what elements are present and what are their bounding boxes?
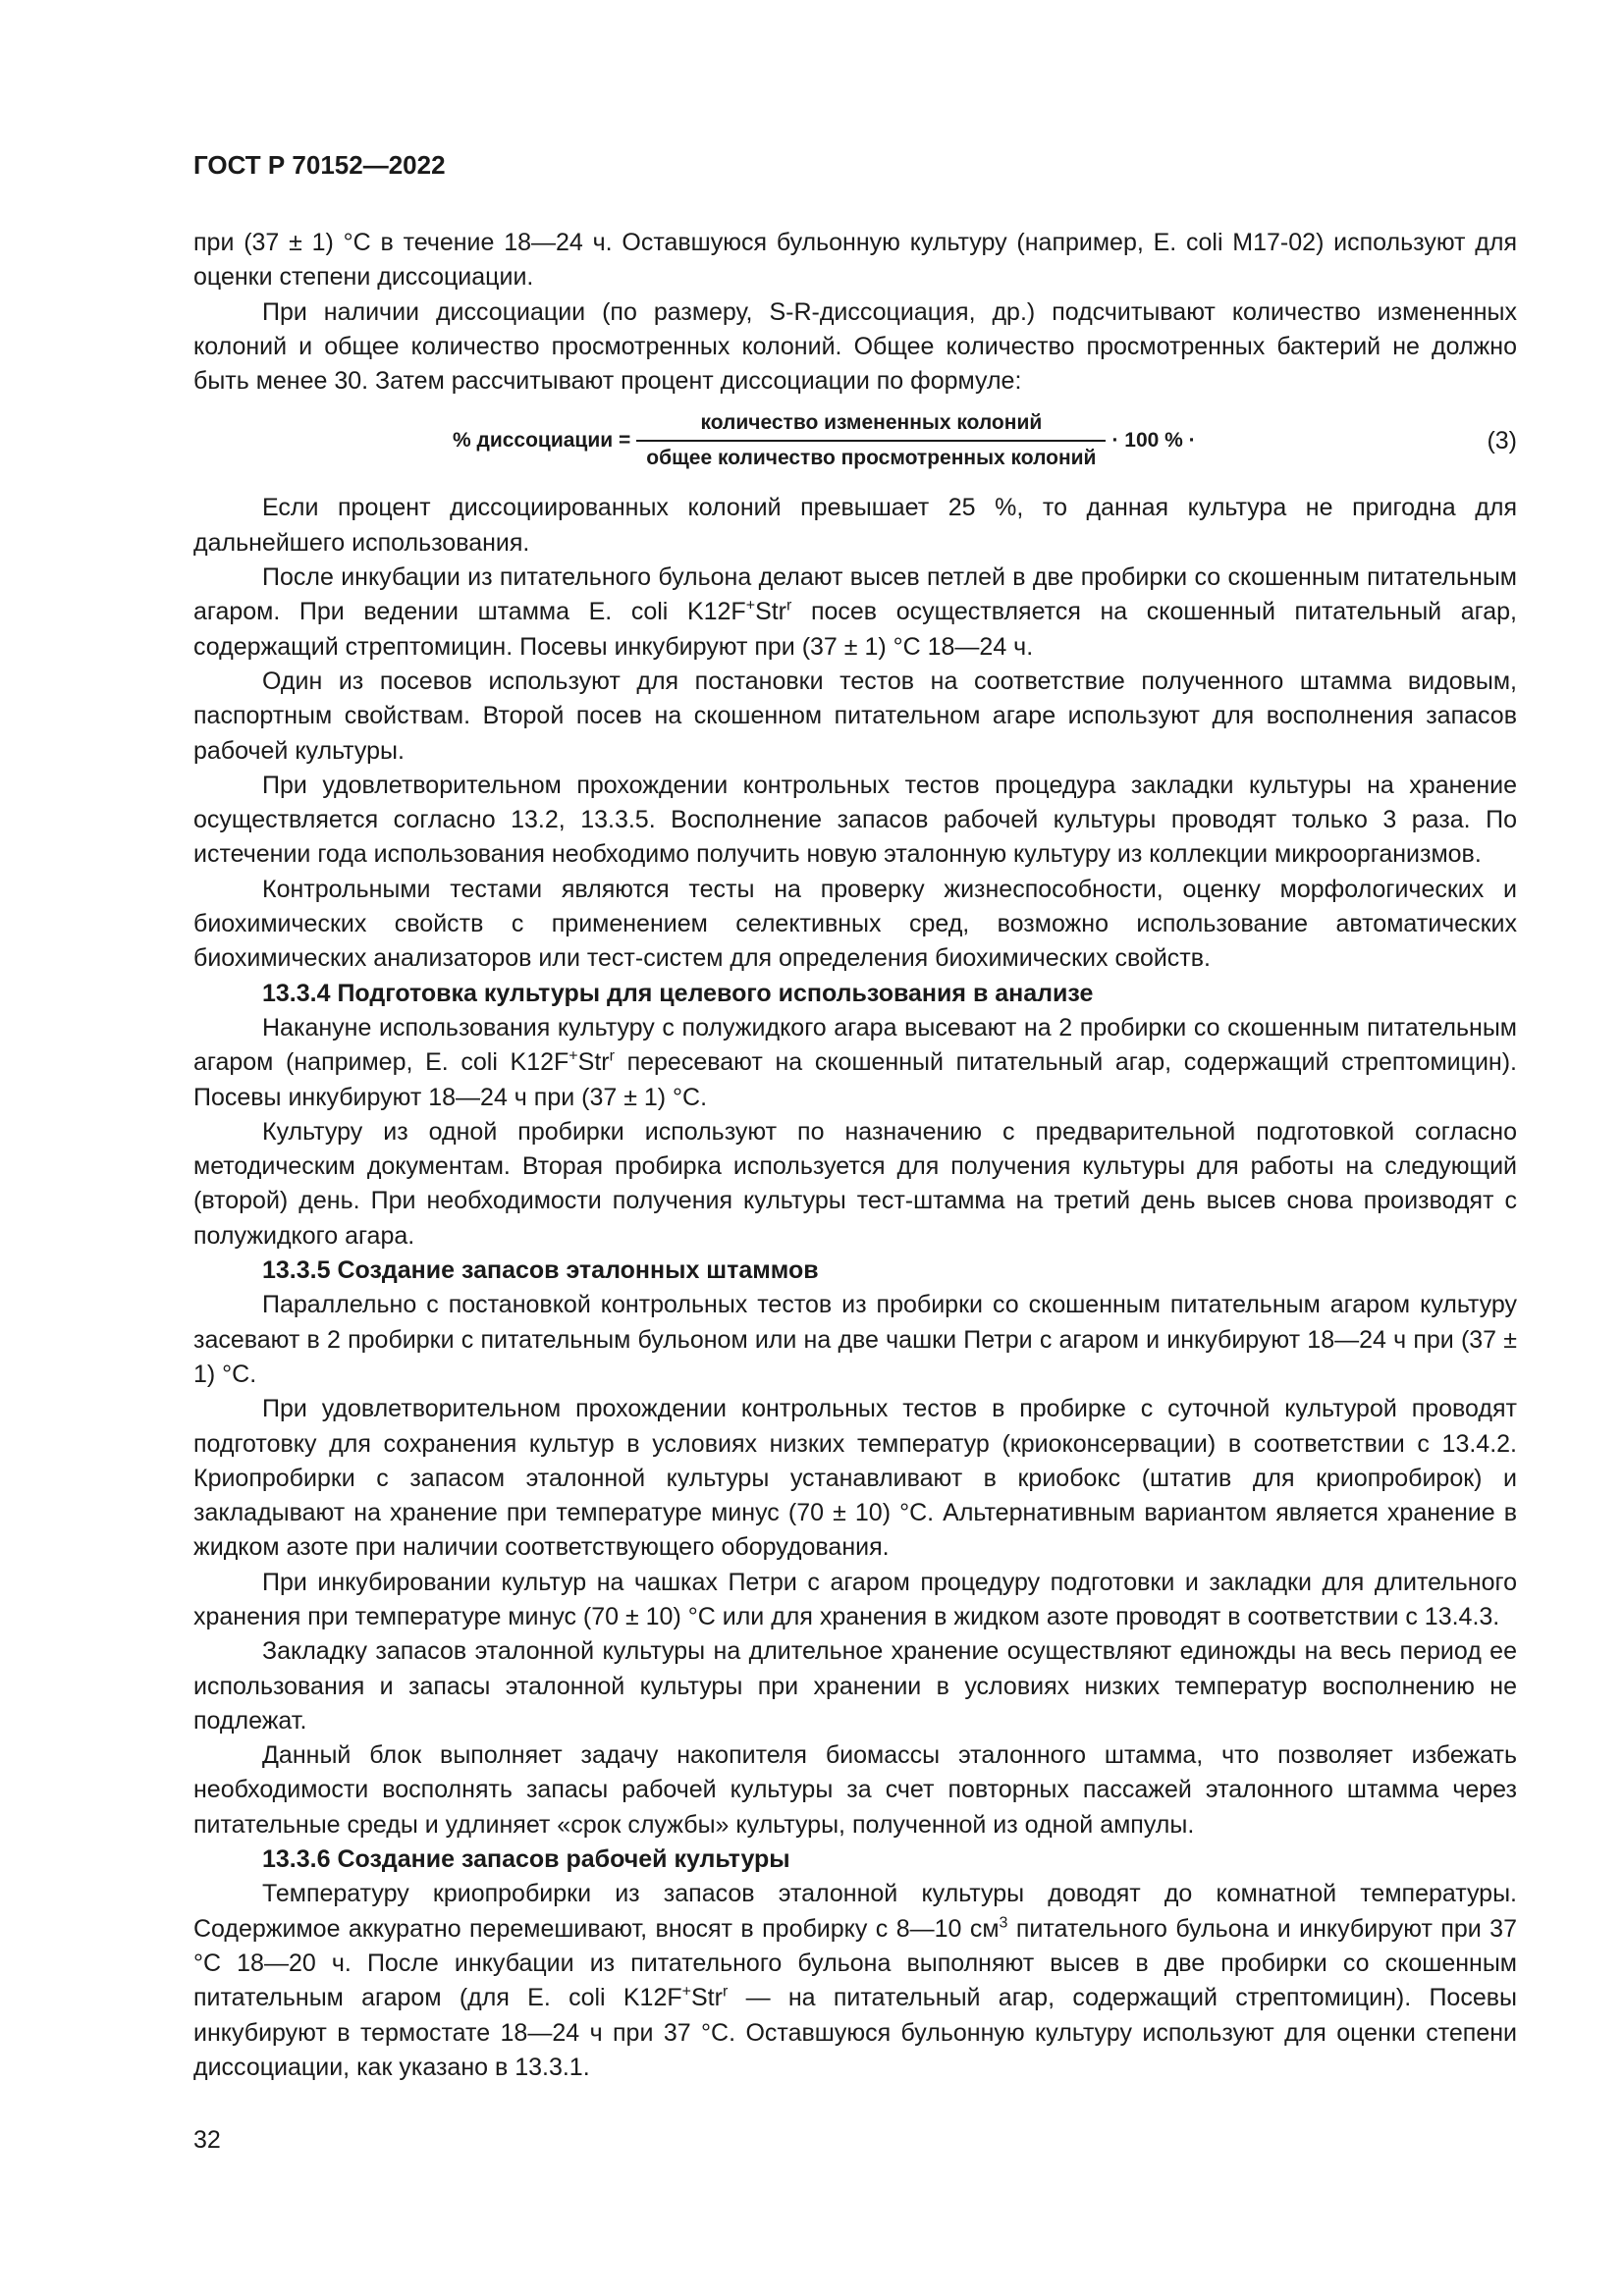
paragraph-4: После инкубации из питательного бульона делают высев петлей в две пробирки со скошенным питательным агаром. При ведении штамма E. coli K12F+Str$^r$ посев осуществляется на скошенный питательный агар, содержащий стрептомицин. Посевы инкубируют при (37 ± 1) °С 18—24 ч. bbox=[193, 563, 1517, 661]
paragraph-6: При удовлетворительном прохождении контрольных тестов процедура закладки культуры на хранение осуществляется согласно 13.2, 13.3.5. Восполнение запасов рабочей культуры проводят только 3 раза. По истечении года использования необходимо получить новую эталонную культуру из коллекции микроорганизмов. bbox=[193, 771, 1517, 869]
section-heading-13-3-4: 13.3.4 Подготовка культуры для целевого использования в анализе bbox=[262, 979, 1094, 1007]
section-heading-13-3-5: 13.3.5 Создание запасов эталонных штаммов bbox=[262, 1256, 819, 1285]
paragraph-3: Если процент диссоциированных колоний превышает 25 %, то данная культура не пригодна для дальнейшего использования. bbox=[193, 494, 1517, 557]
formula-denominator: общее количество просмотренных колоний bbox=[646, 447, 1097, 470]
formula-numerator: количество измененных колоний bbox=[700, 411, 1043, 435]
document-page bbox=[193, 147, 1517, 2085]
paragraph-10: Параллельно с постановкой контрольных тестов из пробирки со скошенным питательным агаром культуру засевают в 2 пробирки с питательным бульоном или на две чашки Петри с агаром и инкубируют 18—24 ч при (37 ± 1) °С. bbox=[193, 1291, 1517, 1388]
document-header: ГОСТ Р 70152—2022 bbox=[193, 150, 446, 180]
formula-block bbox=[193, 406, 1517, 483]
paragraph-1: при (37 ± 1) °С в течение 18—24 ч. Оставшуюся бульонную культуру (например, E. coli M17-02) используют для оценки степени диссоциации. bbox=[193, 229, 1517, 292]
paragraph-8: Накануне использования культуру с полужидкого агара высевают на 2 пробирки со скошенным питательным агаром (например, E. coli K12F+Str$^r$ пересевают на скошенный питательный агар, содержащий стрептомицин). Посевы инкубируют 18—24 ч при (37 ± 1) °С. bbox=[193, 1013, 1517, 1111]
paragraph-7: Контрольными тестами являются тесты на проверку жизнеспособности, оценку морфологических и биохимических свойств с применением селективных сред, возможно использование автоматических биохимических анализаторов или тест-систем для определения биохимических свойств. bbox=[193, 875, 1517, 973]
dissociation-formula bbox=[453, 406, 1196, 475]
paragraph-2: При наличии диссоциации (по размеру, S-R-диссоциация, др.) подсчитывают количество измененных колоний и общее количество просмотренных колоний. Общее количество просмотренных бактерий не должно быть менее 30. Затем рассчитывают процент диссоциации по формуле: bbox=[193, 297, 1517, 396]
page-number: 32 bbox=[193, 2126, 221, 2154]
paragraph-13: Закладку запасов эталонной культуры на длительное хранение осуществляют единожды на весь период ее использования и запасы эталонной культуры при хранении в условиях низких температур восполнению не подлежат. bbox=[193, 1637, 1517, 1735]
paragraph-14: Данный блок выполняет задачу накопителя биомассы эталонного штамма, что позволяет избежать необходимости восполнять запасы рабочей культуры за счет повторных пассажей эталонного штамма через питательные среды и удлиняет «срок службы» культуры, полученной из одной ампулы. bbox=[193, 1741, 1517, 1839]
paragraph-11: При удовлетворительном прохождении контрольных тестов в пробирке с суточной культурой проводят подготовку для сохранения культур в условиях низких температур (криоконсервации) в соответствии с 13.4.2. Криопробирки с запасом эталонной культуры устанавливают в криобокс (штатив для криопробирок) и закладывают на хранение при температуре минус (70 ± 10) °С. Альтернативным вариантом является хранение в жидком азоте при наличии соответствующего оборудования. bbox=[193, 1395, 1517, 1562]
paragraph-12: При инкубировании культур на чашках Петри с агаром процедуру подготовки и закладки для длительного хранения при температуре минус (70 ± 10) °С или для хранения в жидком азоте проводят в соответствии с 13.4.3. bbox=[193, 1568, 1517, 1630]
paragraph-9: Культуру из одной пробирки используют по назначению с предварительной подготовкой согласно методическим документам. Вторая пробирка используется для получения культуры для работы на следующий (второй) день. При необходимости получения культуры тест-штамма на третий день высев снова производят с полужидкого агара. bbox=[193, 1117, 1517, 1250]
formula-lhs: % диссоциации = bbox=[453, 429, 631, 453]
paragraph-15: Температуру криопробирки из запасов эталонной культуры доводят до комнатной температуры. Содержимое аккуратно перемешивают, вносят в пробирку с 8—10 $см^3$ питательного бульона и инкубируют при 37 °С 18—20 ч. После инкубации из питательного бульона выполняют высев в две пробирки со скошенным питательным агаром (для E. coli K12F+Str$^r$ — на питательный агар, содержащий стрептомицин). Посевы инкубируют в термостате 18—24 ч при 37 °С. Оставшуюся бульонную культуру используют для оценки степени диссоциации, как указано в 13.3.1. bbox=[193, 1880, 1517, 2081]
formula-fraction bbox=[636, 409, 1106, 472]
paragraph-5: Один из посевов используют для постановки тестов на соответствие полученного штамма видовым, паспортным свойствам. Второй посев на скошенном питательном агаре используют для восполнения запасов рабочей культуры. bbox=[193, 667, 1517, 765]
equation-number: (3) bbox=[1487, 427, 1517, 455]
formula-rhs: · 100 % · bbox=[1111, 429, 1196, 453]
section-heading-13-3-6: 13.3.6 Создание запасов рабочей культуры bbox=[262, 1845, 790, 1874]
